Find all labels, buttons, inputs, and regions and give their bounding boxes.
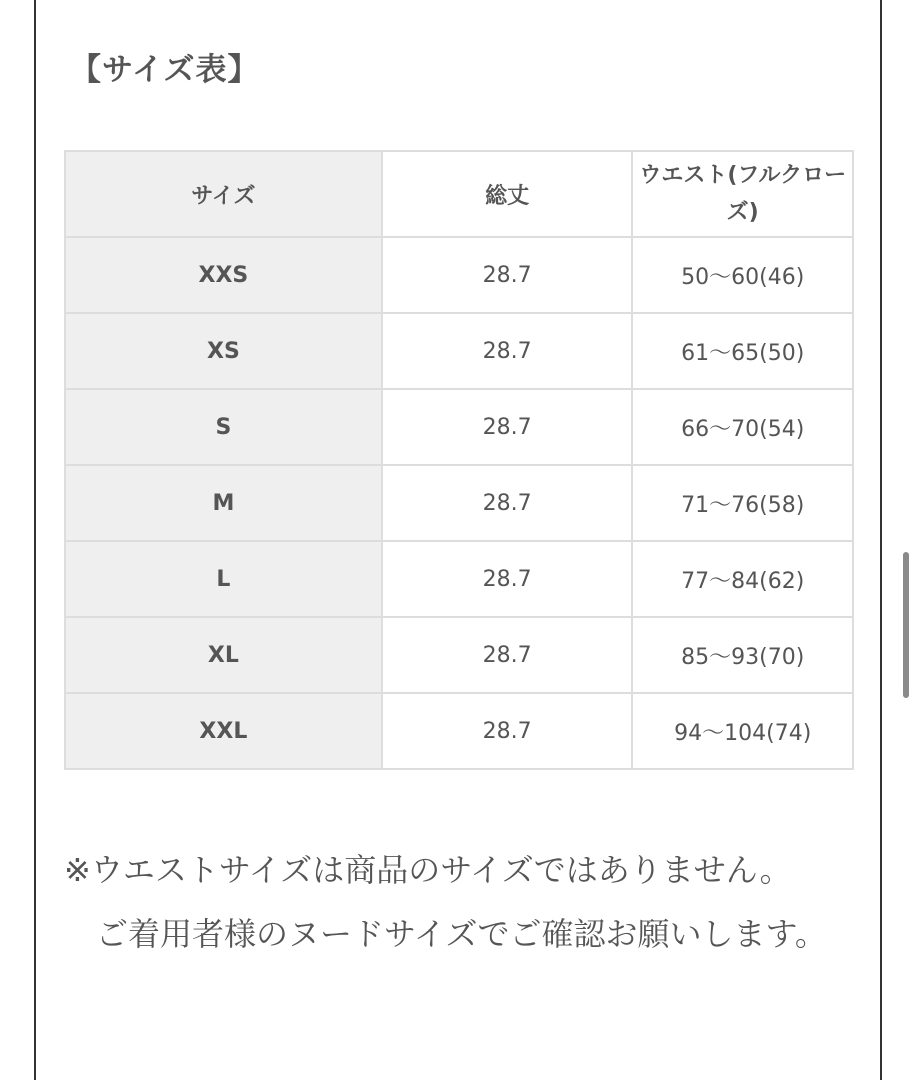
table-row [65, 693, 853, 769]
size-cell: S [65, 389, 382, 465]
length-cell: 28.7 [382, 465, 633, 541]
table-row [65, 389, 853, 465]
content-frame-right-border [880, 0, 882, 1080]
waist-cell: 66〜70(54) [632, 389, 853, 465]
size-cell: XXL [65, 693, 382, 769]
size-note [64, 838, 844, 966]
waist-cell: 50〜60(46) [632, 237, 853, 313]
waist-cell: 71〜76(58) [632, 465, 853, 541]
size-cell: XXS [65, 237, 382, 313]
table-row [65, 617, 853, 693]
length-cell: 28.7 [382, 617, 633, 693]
table-row [65, 541, 853, 617]
table-header-row [65, 151, 853, 237]
length-cell: 28.7 [382, 693, 633, 769]
waist-cell: 77〜84(62) [632, 541, 853, 617]
table-row [65, 237, 853, 313]
size-cell: M [65, 465, 382, 541]
header-size: サイズ [65, 151, 382, 237]
size-cell: L [65, 541, 382, 617]
header-waist: ウエスト(フルクローズ) [632, 151, 853, 237]
content-frame-left-border [34, 0, 36, 1080]
scrollbar-thumb[interactable] [903, 552, 909, 698]
length-cell: 28.7 [382, 389, 633, 465]
table-row [65, 313, 853, 389]
length-cell: 28.7 [382, 541, 633, 617]
note-line-2: ご着用者様のヌードサイズでご確認お願いします。 [64, 915, 827, 953]
note-line-1: ※ウエストサイズは商品のサイズではありません。 [64, 851, 792, 889]
waist-cell: 94〜104(74) [632, 693, 853, 769]
waist-cell: 85〜93(70) [632, 617, 853, 693]
size-cell: XS [65, 313, 382, 389]
table-row [65, 465, 853, 541]
header-length: 総丈 [382, 151, 633, 237]
size-table [64, 150, 854, 770]
section-title: 【サイズ表】 [70, 52, 260, 88]
length-cell: 28.7 [382, 313, 633, 389]
size-cell: XL [65, 617, 382, 693]
length-cell: 28.7 [382, 237, 633, 313]
waist-cell: 61〜65(50) [632, 313, 853, 389]
